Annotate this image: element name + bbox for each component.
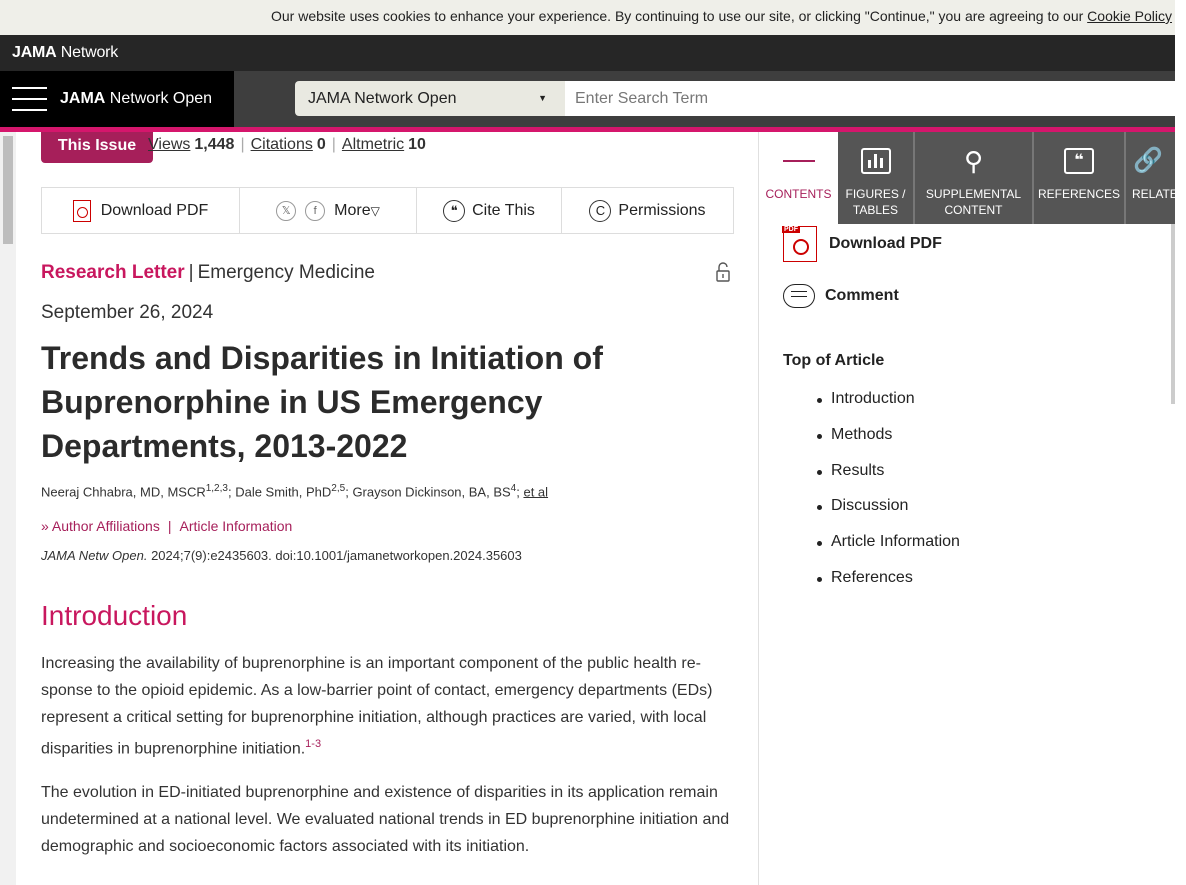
author-2[interactable]: Dale Smith, PhD [235,484,332,500]
author-1[interactable]: Neeraj Chhabra, MD, MSCR [41,484,206,500]
facebook-share-icon[interactable]: f [305,201,325,221]
chevron-right-icon: » [41,518,49,534]
sidebar-download-pdf[interactable] [783,226,942,262]
author-3-affil: 4 [510,483,517,494]
open-access-lock-icon [715,262,731,282]
article-metrics: Views 1,448 | Citations 0 | Altmetric 10 [148,136,426,153]
author-3[interactable]: Grayson Dickinson, BA, BS [352,484,511,500]
tab-supplemental-label: SUPPLEMENTAL CONTENT [925,187,1022,217]
scrollbar-thumb[interactable] [3,136,13,244]
paperclip-icon: ⚲ [963,146,984,176]
tab-related-label: RELATED [1132,187,1186,201]
tab-supplemental[interactable] [915,132,1034,224]
article-title: Trends and Disparities in Initiation of Buprenorphine in US Emergency Departments, 2013-2022 [41,340,603,464]
introduction-heading: Introduction [41,600,188,631]
search-input[interactable] [565,81,1185,116]
journal-logo-bold: JAMA [60,90,106,107]
permissions-label: Permissions [618,201,706,219]
tab-references-label: REFERENCES [1037,187,1120,201]
cookie-message-text: Our website uses cookies to enhance your experience. By continuing to use our site, or clicking "Continue," you are agreeing to our [270,8,1088,24]
journal-header [0,71,1175,127]
toc-references[interactable]: References [831,569,960,605]
cookie-policy-link[interactable]: Cookie Policy [1087,8,1172,24]
views-count: 1,448 [194,136,235,153]
this-issue-button[interactable]: This Issue [41,132,153,163]
tab-related[interactable] [1126,132,1186,224]
download-pdf-button[interactable] [42,188,240,233]
citation-details: 2024;7(9):e2435603. doi:10.1001/jamanetworkopen.2024.35603 [147,548,522,563]
share-group [240,188,417,233]
toc-article-information[interactable]: Article Information [831,533,960,569]
toc-results[interactable]: Results [831,462,960,498]
sidebar-comment-label: Comment [825,287,899,304]
tab-contents[interactable] [759,132,838,224]
pdf-icon [73,200,91,222]
sidebar-tabs [759,132,1186,224]
affil-separator: | [167,518,172,534]
dropdown-caret-icon: ▼ [538,93,547,103]
menu-icon [783,146,815,176]
tab-figures-tables[interactable] [838,132,915,224]
cite-this-button[interactable] [417,188,562,233]
author-separator: ; [516,484,524,500]
citations-link[interactable]: Citations [250,136,313,153]
network-header [0,35,1175,71]
page-scrollbar[interactable] [0,132,16,885]
hamburger-menu-icon[interactable] [12,87,47,112]
affiliations-row [41,518,292,534]
author-affiliations-label: Author Affiliations [51,518,160,534]
toc-discussion[interactable]: Discussion [831,497,960,533]
top-of-article-link[interactable]: Top of Article [783,352,885,369]
quote-icon: ❝ [443,200,465,222]
journal-brand-block [0,71,234,127]
sidebar-comment[interactable] [783,284,899,308]
publication-date: September 26, 2024 [41,302,214,323]
sidebar-download-pdf-label: Download PDF [829,235,942,252]
citations-count: 0 [316,136,326,153]
toc-introduction[interactable]: Introduction [831,390,960,426]
link-icon: 🔗 [1133,147,1163,174]
column-divider [758,132,759,885]
table-of-contents [831,390,960,605]
author-separator: ; [345,484,353,500]
tab-figures-label: FIGURES / TABLES [845,187,906,217]
views-link[interactable]: Views [148,136,191,153]
tab-references[interactable] [1034,132,1126,224]
network-logo-rest: Network [56,44,119,61]
more-caret-icon: ▽ [370,203,380,218]
article-type-line [41,262,375,284]
jama-network-logo[interactable] [12,44,118,62]
permissions-button[interactable] [562,188,733,233]
article-type[interactable]: Research Letter [41,262,185,283]
more-share-button[interactable] [334,202,380,220]
quote-icon: ❝ [1063,146,1095,176]
copyright-icon: C [589,200,611,222]
journal-logo-rest: Network Open [105,90,213,107]
citation-line [41,548,522,563]
comment-icon [783,284,815,308]
pdf-icon [783,226,817,262]
author-affiliations-link[interactable] [41,518,160,534]
journal-abbreviation: JAMA Netw Open. [41,548,148,563]
toc-methods[interactable]: Methods [831,426,960,462]
cookie-banner [0,0,1175,35]
intro-paragraph-2: The evolution in ED-initiated buprenorphine and existence of disparities in its application remain undetermined at a national level. We evaluated national trends in ED buprenorphine initiation and demographic and socioeconomic factors associated with its initiation. [41,784,730,855]
altmetric-score: 10 [408,136,426,153]
article-information-link[interactable]: Article Information [179,518,293,534]
x-share-icon[interactable]: 𝕏 [276,201,296,221]
search-scope-value: JAMA Network Open [308,90,457,107]
network-logo-bold: JAMA [12,44,57,61]
author-list [41,483,548,499]
author-separator: ; [227,484,236,500]
more-label: More [334,201,371,219]
download-pdf-label: Download PDF [100,201,209,219]
tab-contents-label: CONTENTS [765,187,832,201]
intro-paragraph-1 [41,650,736,762]
intro-paragraph-1-text: Increasing the availability of buprenorphine is an important component of the public health re-sponse to the opioid epidemic. As a low-barrier point of contact, emergency departments (EDs) represent a critical setting for buprenorphine initiation, although practices are varied, with local disparities in buprenorphine initiation. [41,655,713,758]
article-toolbar [41,187,734,234]
article-specialty[interactable]: Emergency Medicine [197,262,375,283]
altmetric-link[interactable]: Altmetric [341,136,405,153]
search-scope-select[interactable] [295,81,565,116]
cite-this-label: Cite This [472,201,535,219]
reference-link[interactable]: 1-3 [305,738,322,750]
et-al-link[interactable]: et al [523,484,549,500]
author-2-affil: 2,5 [331,483,346,494]
article-type-separator: | [188,262,194,283]
author-1-affil: 1,2,3 [205,483,228,494]
article-column [16,132,758,885]
sidebar-scrollbar[interactable] [1171,224,1175,404]
journal-logo[interactable] [60,90,212,108]
cookie-message [271,8,1172,24]
chart-icon [860,146,892,176]
